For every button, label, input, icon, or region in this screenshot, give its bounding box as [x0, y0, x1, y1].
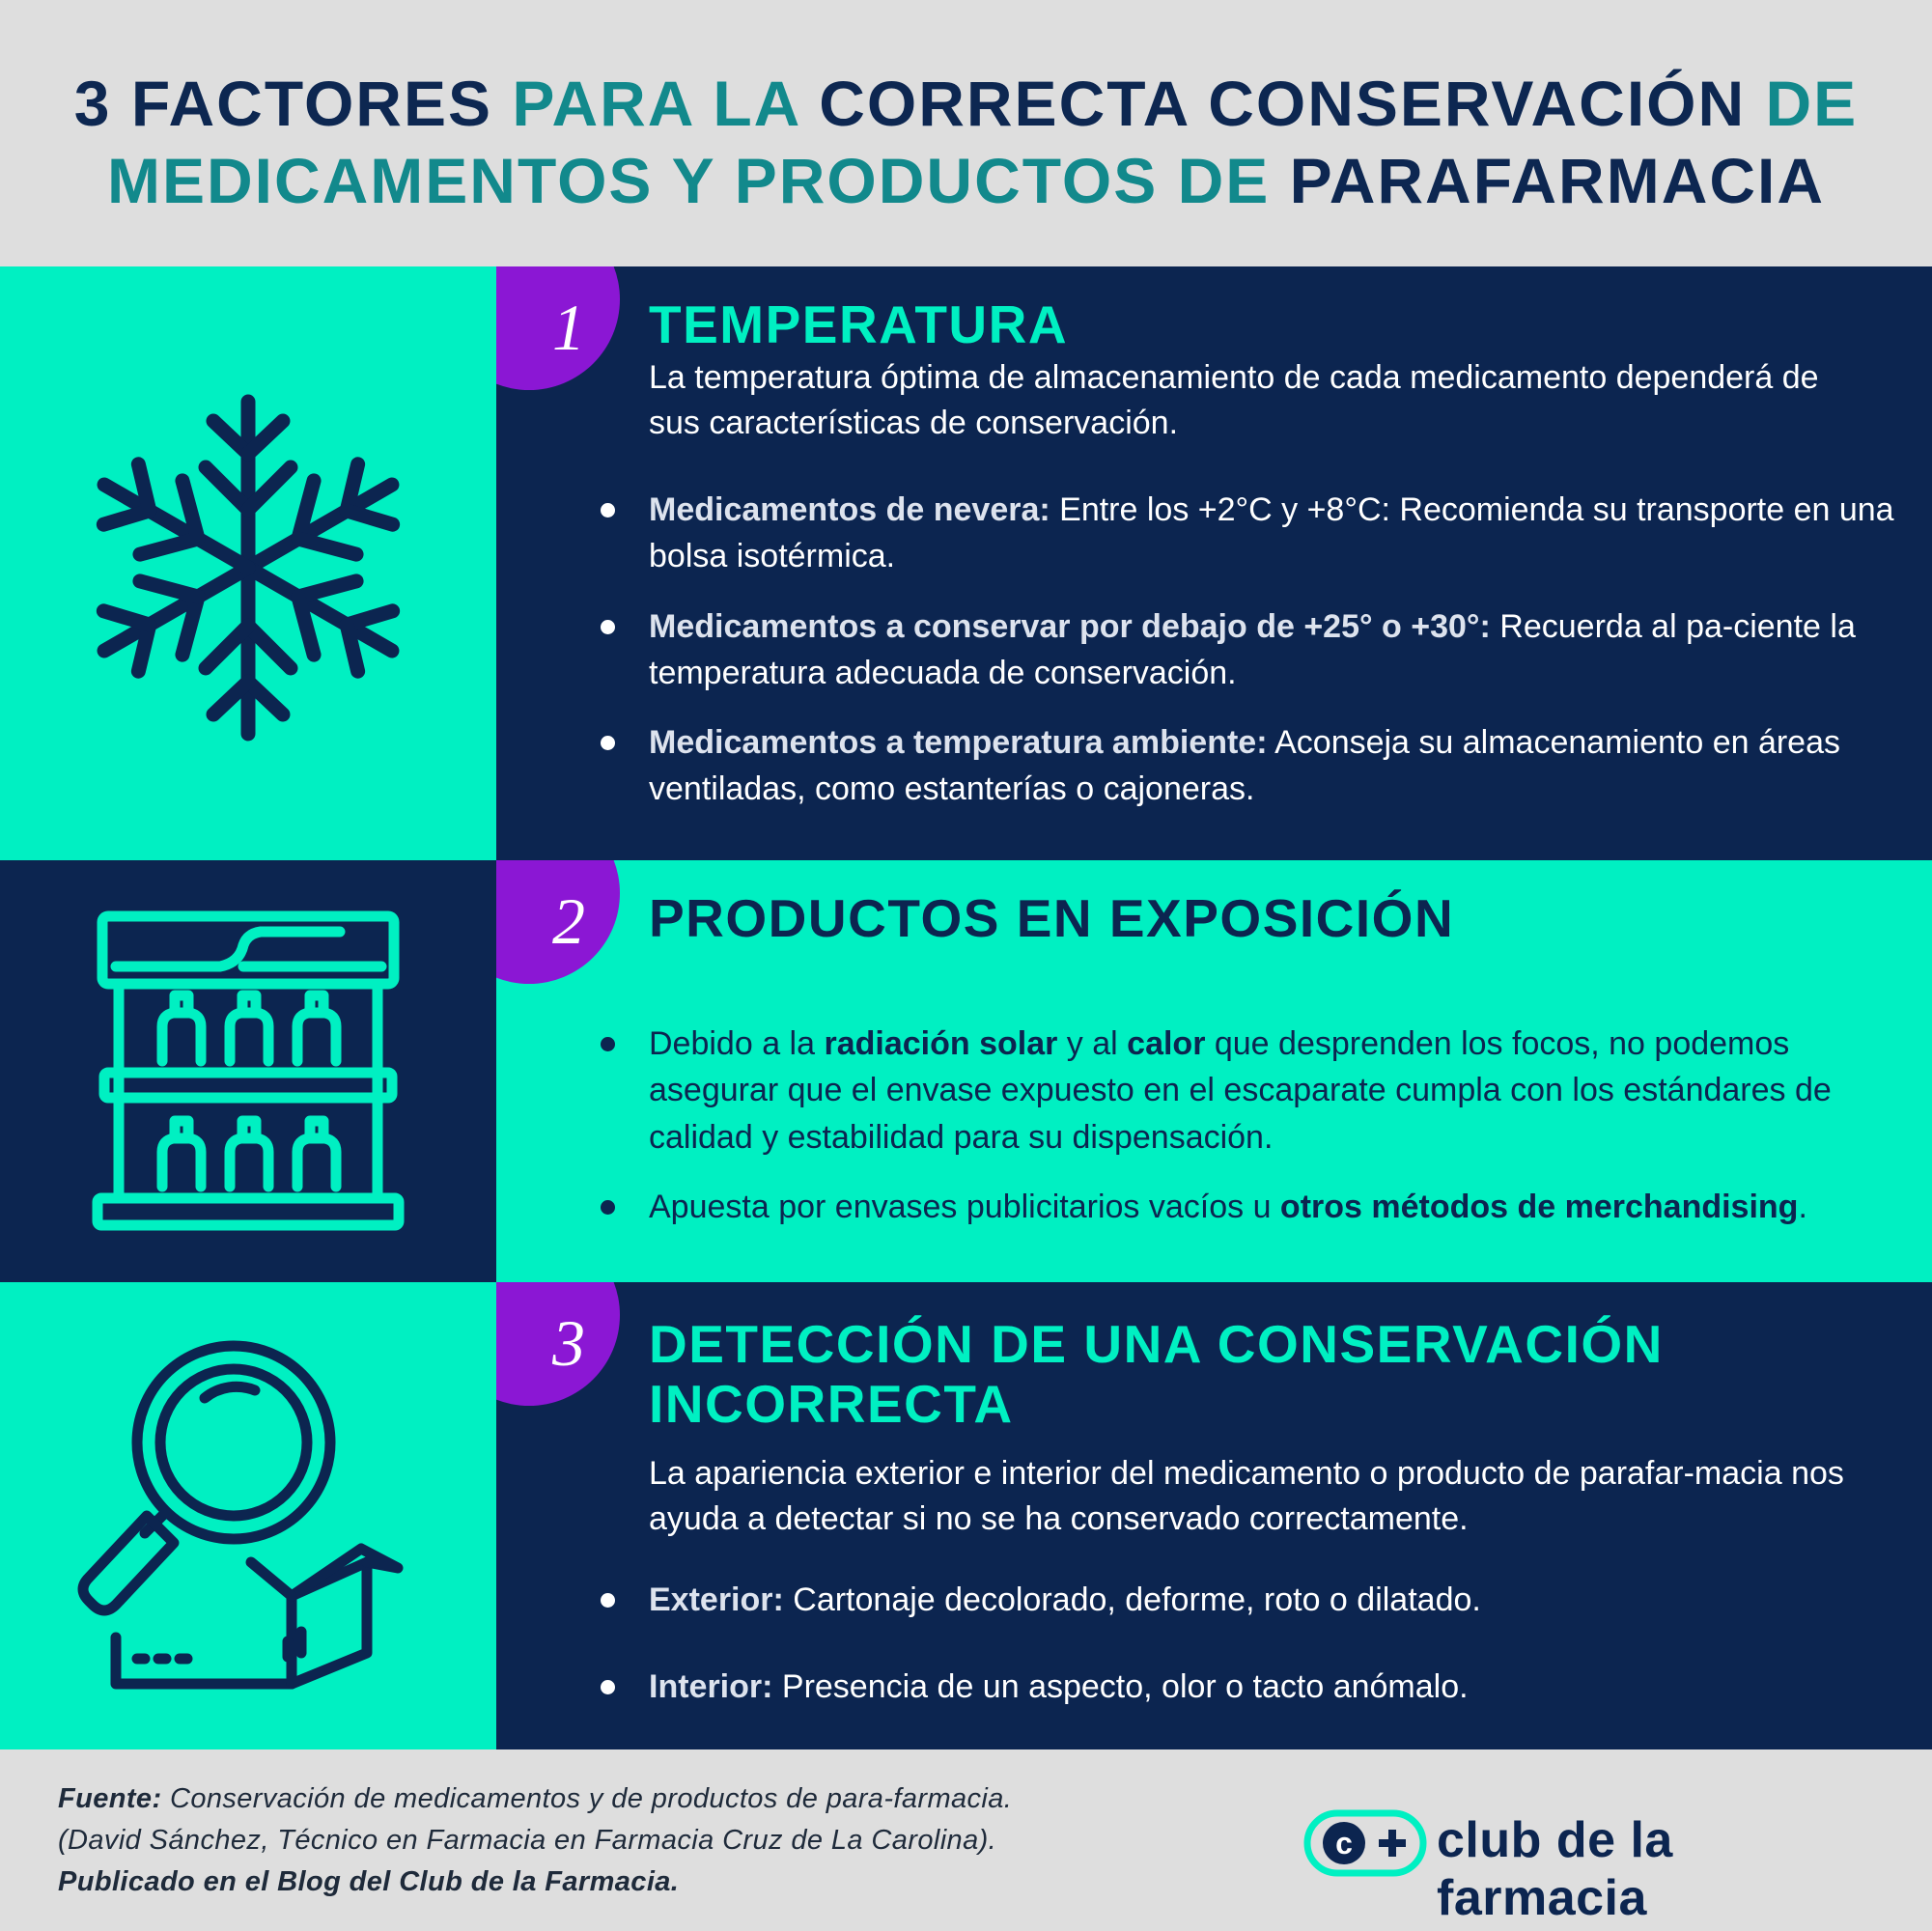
- bullet-text: .: [1798, 1188, 1807, 1225]
- title-part: PARA LA: [512, 68, 820, 139]
- section-exposicion: [0, 860, 1932, 1282]
- title-line-2: [0, 145, 1932, 216]
- section-temperatura: [0, 266, 1932, 860]
- club-farmacia-logo-icon: [1303, 1809, 1427, 1877]
- page-title: [0, 68, 1932, 226]
- bullet-list: [601, 1021, 1923, 1230]
- title-part: 3 FACTORES: [73, 68, 513, 139]
- bullet-list: [601, 487, 1923, 813]
- list-item: [601, 603, 1923, 697]
- logo-mark-text: c: [1335, 1826, 1353, 1861]
- icon-panel: [0, 1282, 496, 1749]
- published-note: Publicado en el Blog del Club de la Farmacia.: [58, 1865, 680, 1897]
- bullet-bold: Medicamentos a temperatura ambiente:: [649, 724, 1268, 762]
- list-item: [601, 1021, 1923, 1161]
- title-part: DE: [1765, 68, 1859, 139]
- brand-logo: [1303, 1807, 1892, 1926]
- section-intro: La apariencia exterior e interior del medicamento o producto de parafar-macia nos ayuda a detectar si no se ha conservado correctamente.: [649, 1455, 1844, 1537]
- bullet-bold: otros métodos de merchandising: [1279, 1188, 1799, 1225]
- icon-panel: [0, 860, 496, 1282]
- section-title: PRODUCTOS EN EXPOSICIÓN: [649, 888, 1455, 948]
- section-number: 1: [552, 291, 585, 364]
- bullet-text: Aconseja su almacenamiento en áreas ventiladas, como estanterías o cajoneras.: [649, 724, 1841, 808]
- source-citation: [58, 1778, 1062, 1903]
- bullet-text: que desprenden los focos, no podemos asegurar que el envase expuesto en el escaparate cumpla con los estándares de calidad y estabilidad para su dispensación.: [649, 1025, 1832, 1156]
- number-badge: [496, 266, 620, 390]
- bullet-text: Debido a la: [649, 1025, 825, 1062]
- list-item: [601, 719, 1923, 813]
- section-title: [649, 1315, 1664, 1434]
- title-part: CORRECTA CONSERVACIÓN: [819, 68, 1766, 139]
- bullet-text: Cartonaje decolorado, deforme, roto o dilatado.: [783, 1581, 1481, 1618]
- icon-panel: [0, 266, 496, 860]
- section-content: [496, 860, 1932, 1282]
- section-content: [496, 1282, 1932, 1749]
- bullet-bold: Medicamentos a conservar por debajo de +25° o +30°:: [649, 607, 1491, 645]
- list-item: [601, 1184, 1923, 1230]
- section-content: [496, 266, 1932, 860]
- source-text: Conservación de medicamentos y de productos de para-farmacia. (David Sánchez, Técnico en Farmacia en Farmacia Cruz de La Carolina).: [58, 1783, 1013, 1856]
- section-number: 3: [552, 1306, 585, 1380]
- source-label: Fuente:: [58, 1783, 162, 1814]
- bullet-bold: calor: [1127, 1025, 1206, 1062]
- bullet-text: Apuesta por envases publicitarios vacíos u: [649, 1188, 1280, 1225]
- logo-text: club de la farmacia: [1437, 1812, 1673, 1926]
- bullet-bold: radiación solar: [824, 1025, 1058, 1062]
- number-badge: [496, 1282, 620, 1406]
- list-item: [601, 487, 1923, 580]
- bullet-list: [601, 1577, 1923, 1711]
- magnifier-box-icon: [0, 1282, 496, 1749]
- display-shelf-icon: [0, 860, 496, 1282]
- bullet-bold: Exterior:: [649, 1581, 784, 1618]
- title-part: PARAFARMACIA: [1289, 145, 1826, 216]
- section-title-line: DETECCIÓN DE UNA CONSERVACIÓN: [649, 1314, 1664, 1374]
- snowflake-icon: [0, 266, 496, 860]
- section-title-line: INCORRECTA: [649, 1373, 1014, 1434]
- section-number: 2: [552, 884, 585, 958]
- bullet-text: Entre los +2°C y +8°C: Recomienda su transporte en una bolsa isotérmica.: [649, 491, 1894, 575]
- section-title: TEMPERATURA: [649, 294, 1069, 354]
- title-part: MEDICAMENTOS Y PRODUCTOS DE: [106, 145, 1290, 216]
- list-item: [601, 1664, 1923, 1710]
- bullet-text: Recuerda al pa-ciente la temperatura adecuada de conservación.: [649, 607, 1856, 691]
- title-line-1: [0, 68, 1932, 139]
- bullet-text: y al: [1057, 1025, 1128, 1062]
- number-badge: [496, 860, 620, 984]
- header: [0, 0, 1932, 266]
- section-intro: La temperatura óptima de almacenamiento de cada medicamento dependerá de sus características de conservación.: [649, 359, 1819, 441]
- section-deteccion: [0, 1282, 1932, 1749]
- bullet-bold: Interior:: [649, 1668, 773, 1706]
- footer: [0, 1749, 1932, 1931]
- bullet-text: Presencia de un aspecto, olor o tacto anómalo.: [772, 1668, 1469, 1706]
- bullet-bold: Medicamentos de nevera:: [649, 491, 1050, 528]
- list-item: [601, 1577, 1923, 1623]
